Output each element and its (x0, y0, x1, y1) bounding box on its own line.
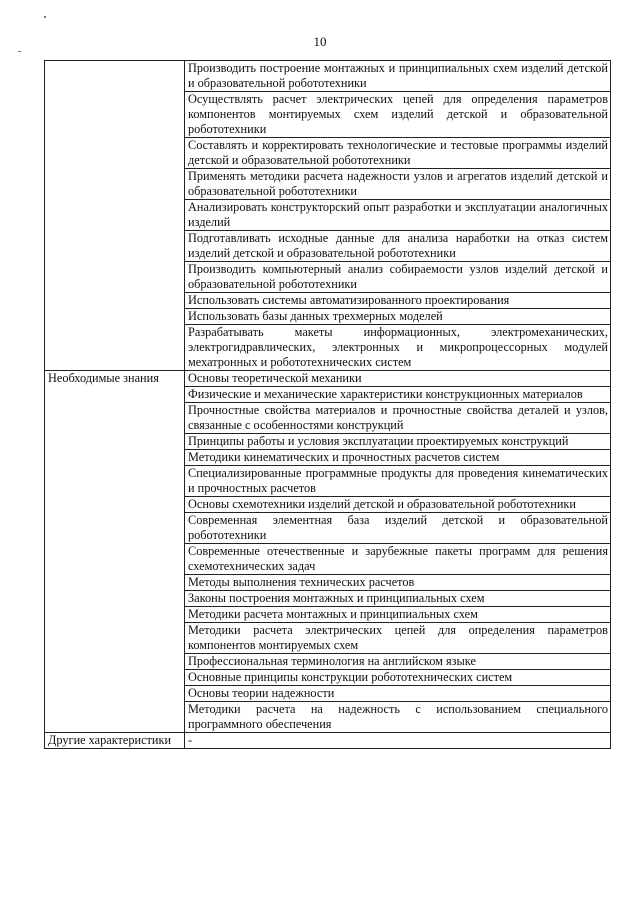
row-content: Профессиональная терминология на английском языке (185, 654, 611, 670)
row-content: Современная элементная база изделий детской и образовательной робототехники (185, 513, 611, 544)
row-content: Законы построения монтажных и принципиальных схем (185, 591, 611, 607)
requirements-table (44, 60, 611, 749)
row-content: - (185, 733, 611, 749)
row-content: Применять методики расчета надежности узлов и агрегатов изделий детской и образовательной робототехники (185, 169, 611, 200)
page-number: 10 (313, 34, 327, 49)
row-content: Принципы работы и условия эксплуатации проектируемых конструкций (185, 434, 611, 450)
row-content: Современные отечественные и зарубежные пакеты программ для решения схемотехнических задач (185, 544, 611, 575)
row-content: Методы выполнения технических расчетов (185, 575, 611, 591)
row-content: Методики расчета электрических цепей для определения параметров компонентов монтируемых схем (185, 623, 611, 654)
row-content: Физические и механические характеристики конструкционных материалов (185, 387, 611, 403)
row-content: Методики расчета на надежность с использованием специального программного обеспечения (185, 702, 611, 733)
row-content: Основные принципы конструкции робототехнических систем (185, 670, 611, 686)
row-content: Анализировать конструкторский опыт разработки и эксплуатации аналогичных изделий (185, 200, 611, 231)
row-content: Разрабатывать макеты информационных, электромеханических, электрогидравлических, электронных и микропроцессорных модулей мехатронных и робототехнических систем (185, 325, 611, 371)
row-content: Использовать базы данных трехмерных моделей (185, 309, 611, 325)
row-content: Составлять и корректировать технологические и тестовые программы изделий детской и образовательной робототехники (185, 138, 611, 169)
row-content: Подготавливать исходные данные для анализа наработки на отказ систем изделий детской и образовательной робототехники (185, 231, 611, 262)
row-label (45, 61, 185, 371)
scan-speck (18, 51, 21, 52)
scan-speck (44, 16, 46, 18)
row-content: Основы схемотехники изделий детской и образовательной робототехники (185, 497, 611, 513)
row-content: Специализированные программные продукты для проведения кинематических и прочностных расчетов (185, 466, 611, 497)
row-content: Использовать системы автоматизированного проектирования (185, 293, 611, 309)
row-content: Производить компьютерный анализ собираемости узлов изделий детской и образовательной робототехники (185, 262, 611, 293)
row-content: Осуществлять расчет электрических цепей для определения параметров компонентов монтируемых схем изделий детской и образовательной робототехники (185, 92, 611, 138)
row-label: Другие характеристики (45, 733, 185, 749)
row-content: Основы теории надежности (185, 686, 611, 702)
row-content: Основы теоретической механики (185, 371, 611, 387)
row-content: Методики расчета монтажных и принципиальных схем (185, 607, 611, 623)
table-row (45, 733, 611, 749)
table-row (45, 61, 611, 92)
row-content: Производить построение монтажных и принципиальных схем изделий детской и образовательной робототехники (185, 61, 611, 92)
row-content: Методики кинематических и прочностных расчетов систем (185, 450, 611, 466)
requirements-table-body (45, 61, 611, 749)
row-label: Необходимые знания (45, 371, 185, 733)
row-content: Прочностные свойства материалов и прочностные свойства деталей и узлов, связанные с особенностями конструкций (185, 403, 611, 434)
table-row (45, 371, 611, 387)
